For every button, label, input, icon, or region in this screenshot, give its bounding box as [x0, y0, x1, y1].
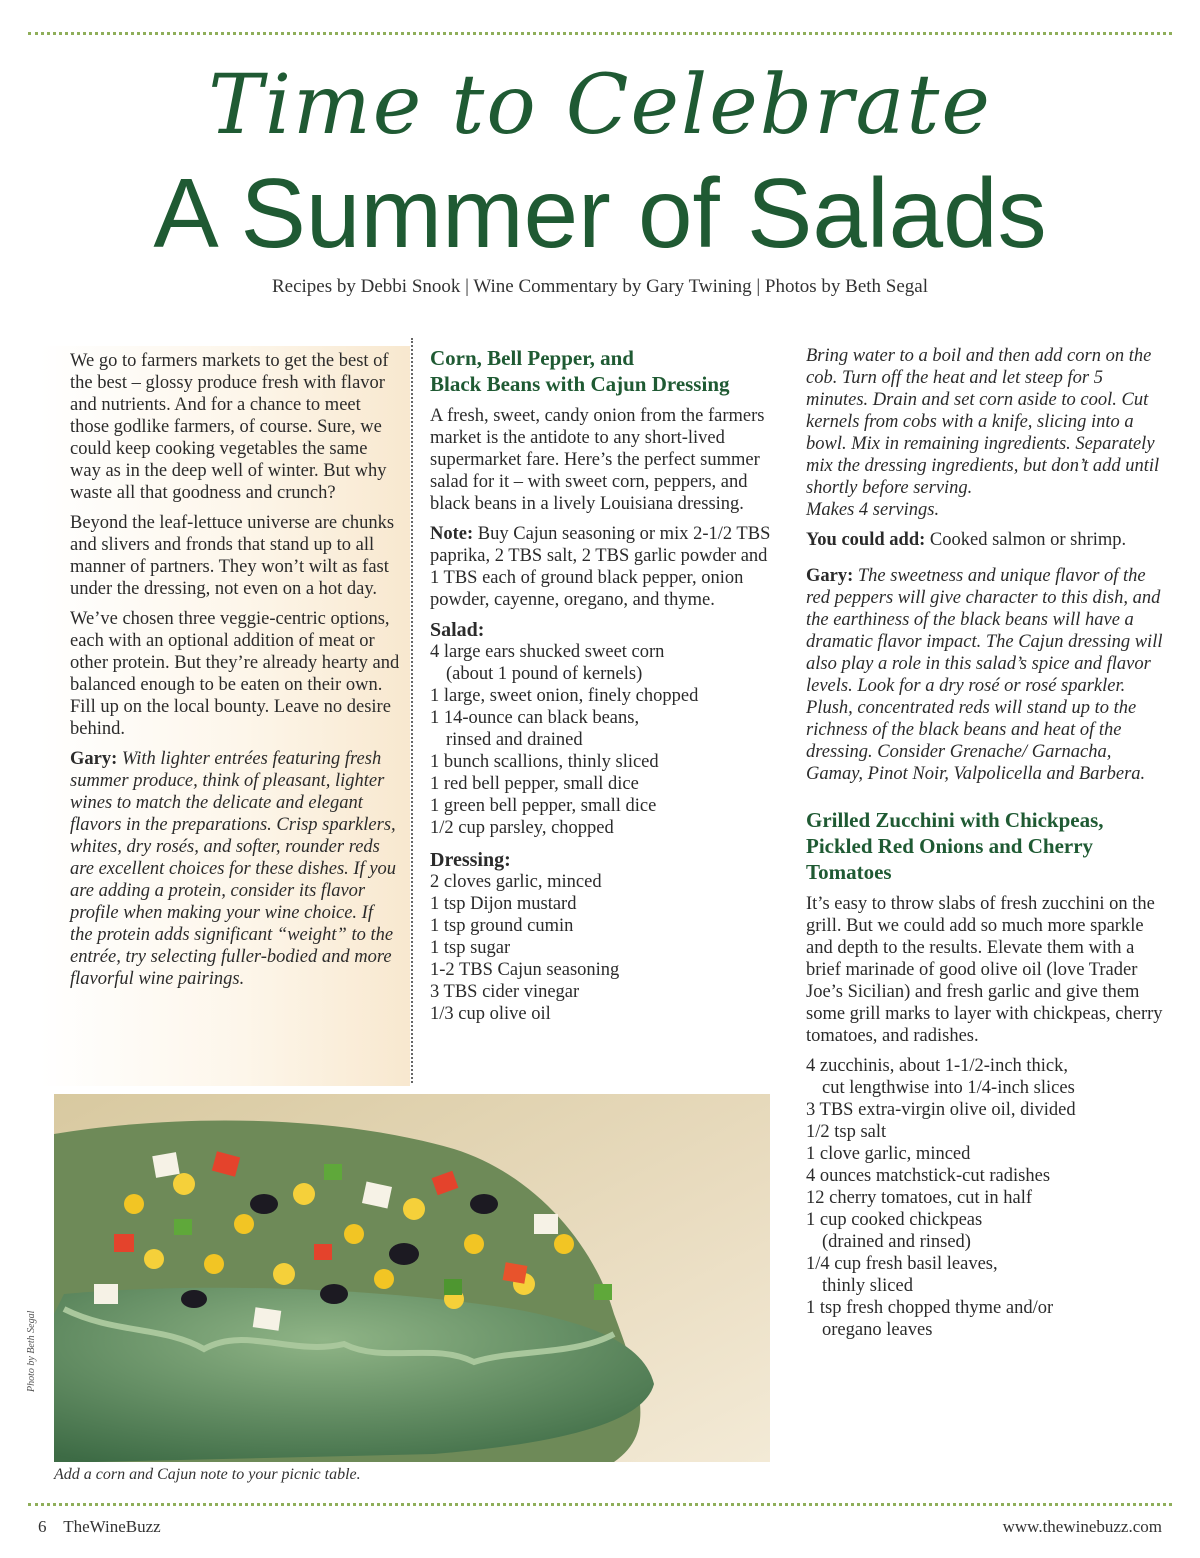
ingredient-item: 1 clove garlic, minced — [806, 1144, 971, 1164]
recipe-title-line: Black Beans with Cajun Dressing — [430, 372, 730, 396]
ingredient-item: 1/2 cup parsley, chopped — [430, 818, 614, 838]
top-dotted-rule — [28, 32, 1172, 35]
footer-left — [38, 1517, 161, 1537]
note-text: Buy Cajun seasoning or mix 2-1/2 TBS paprika, 2 TBS salt, 2 TBS garlic powder and 1 TBS each of ground black pepper, onion powder, cayenne, oregano, and thyme. — [430, 524, 771, 610]
recipe-servings: Makes 4 servings. — [806, 500, 940, 520]
salad-ingredients — [430, 641, 780, 839]
recipe-directions: Bring water to a boil and then add corn on the cob. Turn off the heat and let steep for 5 minutes. Drain and set corn aside to cool. Cut kernels from cobs with a knife, slicing into a bowl. Mix in remaining ingredients. Separately mix the dressing ingredients, but don’t add until shortly before serving. — [806, 346, 1160, 498]
add-label: You could add: — [806, 530, 926, 550]
ingredient-item: 1 cup cooked chickpeas (drained and rinsed) — [806, 1210, 983, 1252]
gary-recipe-commentary — [806, 565, 1166, 785]
recipe-corn-column — [430, 345, 780, 1025]
zucchini-ingredients — [806, 1055, 1166, 1341]
ingredient-item: 1 tsp fresh chopped thyme and/or oregano leaves — [806, 1298, 1054, 1340]
ingredient-item: 1 tsp sugar — [430, 938, 511, 958]
ingredient-item: 12 cherry tomatoes, cut in half — [806, 1188, 1033, 1208]
page-title: A Summer of Salads — [153, 158, 1047, 268]
ingredient-item: 3 TBS cider vinegar — [430, 982, 580, 1002]
ingredient-item: 4 ounces matchstick-cut radishes — [806, 1166, 1051, 1186]
recipe-intro: It’s easy to throw slabs of fresh zucchini on the grill. But we could add so much more sparkle and depth to the results. Elevate them with a brief marinade of good olive oil (love Trader Joe’s Sicilian) and fresh garlic and give them some grill marks to layer with chickpeas, cherry tomatoes, and radishes. — [806, 894, 1163, 1046]
gary-intro-commentary — [70, 748, 400, 990]
script-title: Time to Celebrate — [208, 58, 992, 153]
column-divider — [411, 338, 413, 1083]
bottom-dotted-rule — [28, 1503, 1172, 1506]
ingredient-item: 1 bunch scallions, thinly sliced — [430, 752, 659, 772]
recipe-intro: A fresh, sweet, candy onion from the farmers market is the antidote to any short-lived supermarket fare. Here’s the perfect summer salad for it – with sweet corn, peppers, and black beans in a lively Louisiana dressing. — [430, 406, 765, 514]
credits-line: Recipes by Debbi Snook | Wine Commentary by Gary Twining | Photos by Beth Segal — [271, 276, 929, 297]
add-text: Cooked salmon or shrimp. — [929, 530, 1127, 550]
gary-text: The sweetness and unique flavor of the red peppers will give character to this dish, and the earthiness of the black beans will have a dramatic flavor impact. The Cajun dressing will also play a role in this salad’s spice and flavor levels. Look for a dry rosé or rosé sparkler. Plush, concentrated reds will stand up to the richness of the black beans and heat of the dressing. Consider Grenache/ Garnacha, Gamay, Pinot Noir, Valpolicella and Barbera. — [806, 566, 1163, 784]
dressing-heading: Dressing: — [430, 849, 511, 871]
intro-paragraph: We’ve chosen three veggie-centric options, each with an optional addition of meat or other protein. But they’re already hearty and balanced enough to be eaten on their own. Fill up on the local bounty. Leave no desire behind. — [70, 609, 400, 739]
gary-label: Gary: — [70, 749, 118, 769]
intro-paragraph: We go to farmers markets to get the best of the best – glossy produce fresh with flavor and nutrients. And for a chance to meet those godlike farmers, of course. Sure, we could keep cooking vegetables the same way as in the deep well of winter. But why waste all that goodness and crunch? — [70, 351, 389, 503]
gary-label: Gary: — [806, 566, 854, 586]
intro-paragraph: Beyond the leaf-lettuce universe are chunks and slivers and fronds that stand up to all manner of partners. They won’t wilt as fast under the dressing, not even on a hot day. — [70, 513, 395, 599]
ingredient-item: 1/3 cup olive oil — [430, 1004, 551, 1024]
dressing-ingredients — [430, 871, 780, 1025]
recipe-title — [430, 345, 780, 397]
recipe-title-line: Corn, Bell Pepper, and — [430, 346, 634, 370]
gary-text: With lighter entrées featuring fresh summer produce, think of pleasant, lighter wines to match the delicate and elegant flavors in the preparations. Crisp sparklers, whites, dry rosés, and softer, rounder reds are excellent choices for these dishes. If you are adding a protein, consider its flavor profile when making your wine choice. If the protein adds significant “weight” to the entrée, try selecting fuller-bodied and more flavorful wine pairings. — [70, 749, 397, 989]
ingredient-item: 1-2 TBS Cajun seasoning — [430, 960, 620, 980]
ingredient-item: 1 tsp Dijon mustard — [430, 894, 577, 914]
recipe-note — [430, 523, 780, 611]
note-label: Note: — [430, 524, 474, 544]
photo-credit: Photo by Beth Segal — [26, 1310, 37, 1392]
ingredient-item: 4 zucchinis, about 1-1/2-inch thick, cut lengthwise into 1/4-inch slices — [806, 1056, 1075, 1098]
recipe-title: Grilled Zucchini with Chickpeas, Pickled Red Onions and Cherry Tomatoes — [806, 808, 1104, 884]
salad-photo — [54, 1094, 770, 1462]
recipe-addition — [806, 529, 1166, 551]
ingredient-item: 1/2 tsp salt — [806, 1122, 887, 1142]
salad-bowl-illustration — [54, 1094, 770, 1462]
right-column — [806, 345, 1166, 1341]
salad-heading: Salad: — [430, 619, 485, 641]
ingredient-item: 4 large ears shucked sweet corn (about 1 pound of kernels) — [430, 642, 665, 684]
photo-caption: Add a corn and Cajun note to your picnic table. — [54, 1466, 361, 1483]
ingredient-item: 3 TBS extra-virgin olive oil, divided — [806, 1100, 1076, 1120]
ingredient-item: 1 14-ounce can black beans, rinsed and drained — [430, 708, 640, 750]
publication-name: TheWineBuzz — [63, 1517, 161, 1536]
page-number: 6 — [38, 1517, 47, 1536]
ingredient-item: 1 green bell pepper, small dice — [430, 796, 657, 816]
ingredient-item: 1 tsp ground cumin — [430, 916, 574, 936]
intro-sidebar — [40, 346, 410, 1086]
ingredient-item: 1 large, sweet onion, finely chopped — [430, 686, 699, 706]
ingredient-item: 1/4 cup fresh basil leaves, thinly sliced — [806, 1254, 998, 1296]
ingredient-item: 1 red bell pepper, small dice — [430, 774, 639, 794]
website-url: www.thewinebuzz.com — [1002, 1517, 1162, 1536]
ingredient-item: 2 cloves garlic, minced — [430, 872, 602, 892]
